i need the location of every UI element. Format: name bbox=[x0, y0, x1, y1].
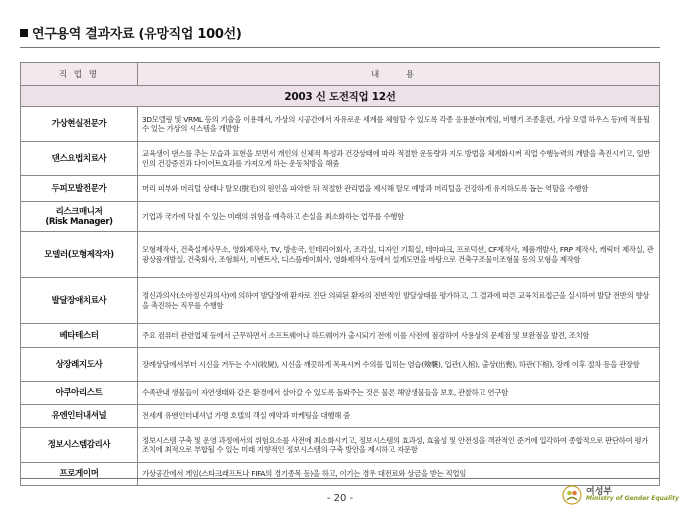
job-desc: 가상공간에서 게임(스타크래프트나 FIFA의 경기종목 등)을 하고, 이기는 경우 대전료와 상금을 받는 직업임 bbox=[138, 463, 660, 486]
job-name: 프로게이머 bbox=[21, 463, 138, 486]
job-desc: 3D모델링 및 VRML 등의 기술을 이용해서, 가상의 시공간에서 자유로운 세계를 체험할 수 있도록 각종 응용분야(게임, 비행기 조종훈련, 가상 모델 하우스 등)에 적용될 수 있는 가상의 시스템을 개발함 bbox=[138, 107, 660, 142]
table-row bbox=[21, 142, 660, 176]
job-desc: 전세계 유엔인터내셔널 가맹 호텔의 객실 예약과 마케팅을 대행해 줌 bbox=[138, 405, 660, 428]
header-desc: 내 용 bbox=[138, 63, 660, 86]
page-title-text: 연구용역 결과자료 (유망직업 100선) bbox=[32, 27, 242, 42]
table-row bbox=[21, 278, 660, 324]
job-name: 가상현실전문가 bbox=[21, 107, 138, 142]
table-header-row bbox=[21, 63, 660, 86]
top-divider bbox=[20, 47, 660, 48]
section-title: 2003 신 도전직업 12선 bbox=[21, 86, 660, 107]
job-name: 유엔인터내셔널 bbox=[21, 405, 138, 428]
section-row bbox=[21, 86, 660, 107]
job-desc: 교육생이 댄스를 추는 모습과 표현을 보면서 개인의 신체적 특성과 건강상태에 따라 적절한 운동량과 지도 방법을 체계화시켜 직업 수행능력의 개발을 촉진시키고, 일반인의 건강증진과 다이어트효과를 가져오게 하는 운동처방을 해줌 bbox=[138, 142, 660, 176]
logo-korean: 여성부 bbox=[586, 487, 613, 497]
table-row bbox=[21, 176, 660, 202]
table-row bbox=[21, 348, 660, 382]
job-desc: 장례상담에서부터 시신을 거두는 수시(收屍), 시신을 깨끗하게 목욕시켜 수의를 입히는 염습(殮襲), 입관(入棺), 출상(出喪), 하관(下棺), 장례 이후 절차 등을 관장함 bbox=[138, 348, 660, 382]
job-name-english: (Risk Manager) bbox=[45, 216, 113, 227]
job-desc: 기업과 국가에 닥칠 수 있는 미래의 위험을 예측하고 손실을 최소화하는 업무를 수행함 bbox=[138, 202, 660, 232]
jobs-table bbox=[20, 62, 660, 486]
logo-english: Ministry of Gender Equality bbox=[586, 495, 679, 502]
job-desc: 모형제작사, 건축설계사무소, 영화제작사, TV, 방송국, 인테리어회사, 조각실, 디자인 기획실, 테마파크, 프로덕션, CF제작사, 제품개발사, FRP 제작사, 캐릭터 제작실, 관광상품개발실, 건축회사, 조형회사, 이벤트사, 디스플레이회사, 영화제작사 등에서 설계도면을 바탕으로 건축구조물이조형물 등의 모형을 제작함 bbox=[138, 232, 660, 278]
job-name: 모델러(모형제작자) bbox=[21, 232, 138, 278]
job-name: 베타테스터 bbox=[21, 324, 138, 348]
job-name: 정보시스템감리사 bbox=[21, 428, 138, 463]
job-name: 아쿠아리스트 bbox=[21, 382, 138, 405]
square-bullet-icon bbox=[20, 29, 28, 37]
job-name: 댄스요법치료사 bbox=[21, 142, 138, 176]
table-row bbox=[21, 382, 660, 405]
job-name: 두피모발전문가 bbox=[21, 176, 138, 202]
page-number: - 20 - bbox=[326, 493, 354, 504]
job-desc: 정신과의사(소아정신과의사)에 의하여 발달장애 환자로 진단 의뢰된 환자의 전반적인 발달상태를 평가하고, 그 결과에 따른 교육치료접근을 실시하여 발달 전반의 향상을 촉진하는 직무를 수행함 bbox=[138, 278, 660, 324]
job-name: 발달장애치료사 bbox=[21, 278, 138, 324]
table-row bbox=[21, 405, 660, 428]
table-row bbox=[21, 232, 660, 278]
header-job: 직 업 명 bbox=[21, 63, 138, 86]
job-desc: 주요 컴퓨터 관련업체 등에서 근무하면서 소프트웨어나 하드웨어가 출시되기 전에 이를 사전에 점검하여 사용상의 문제점 및 보완점을 발견, 조치함 bbox=[138, 324, 660, 348]
table-row bbox=[21, 107, 660, 142]
ministry-emblem-icon bbox=[562, 485, 582, 505]
job-desc: 머리 피부와 머리털 상태나 탈모(脫毛)의 원인을 파악한 뒤 적절한 관리법을 제시해 탈모 예방과 머리털을 건강하게 유지하도록 돕는 역할을 수행함 bbox=[138, 176, 660, 202]
page-title bbox=[20, 23, 242, 42]
job-name: 리스크매니저 bbox=[55, 206, 103, 217]
job-desc: 수족관내 생물들이 자연생태와 같은 환경에서 살아갈 수 있도록 돌봐주는 것은 물론 해양생물들을 보호, 관찰하고 연구함 bbox=[138, 382, 660, 405]
job-name: 상장례지도사 bbox=[21, 348, 138, 382]
table-row bbox=[21, 324, 660, 348]
job-desc: 정보시스템 구축 및 운영 과정에서의 위험요소를 사전에 최소화시키고, 정보시스템의 효과성, 효율성 및 안전성을 객관적인 준거에 입각하여 종합적으로 판단하여 평가 조치에 최적으로 부합될 수 있는 미래 지향적인 정보시스템의 구축 방안을 제시하고 자문함 bbox=[138, 428, 660, 463]
footer-divider bbox=[20, 478, 660, 479]
ministry-logo bbox=[562, 483, 679, 507]
table-row bbox=[21, 202, 660, 232]
job-name-cell bbox=[21, 202, 138, 232]
table-row bbox=[21, 428, 660, 463]
